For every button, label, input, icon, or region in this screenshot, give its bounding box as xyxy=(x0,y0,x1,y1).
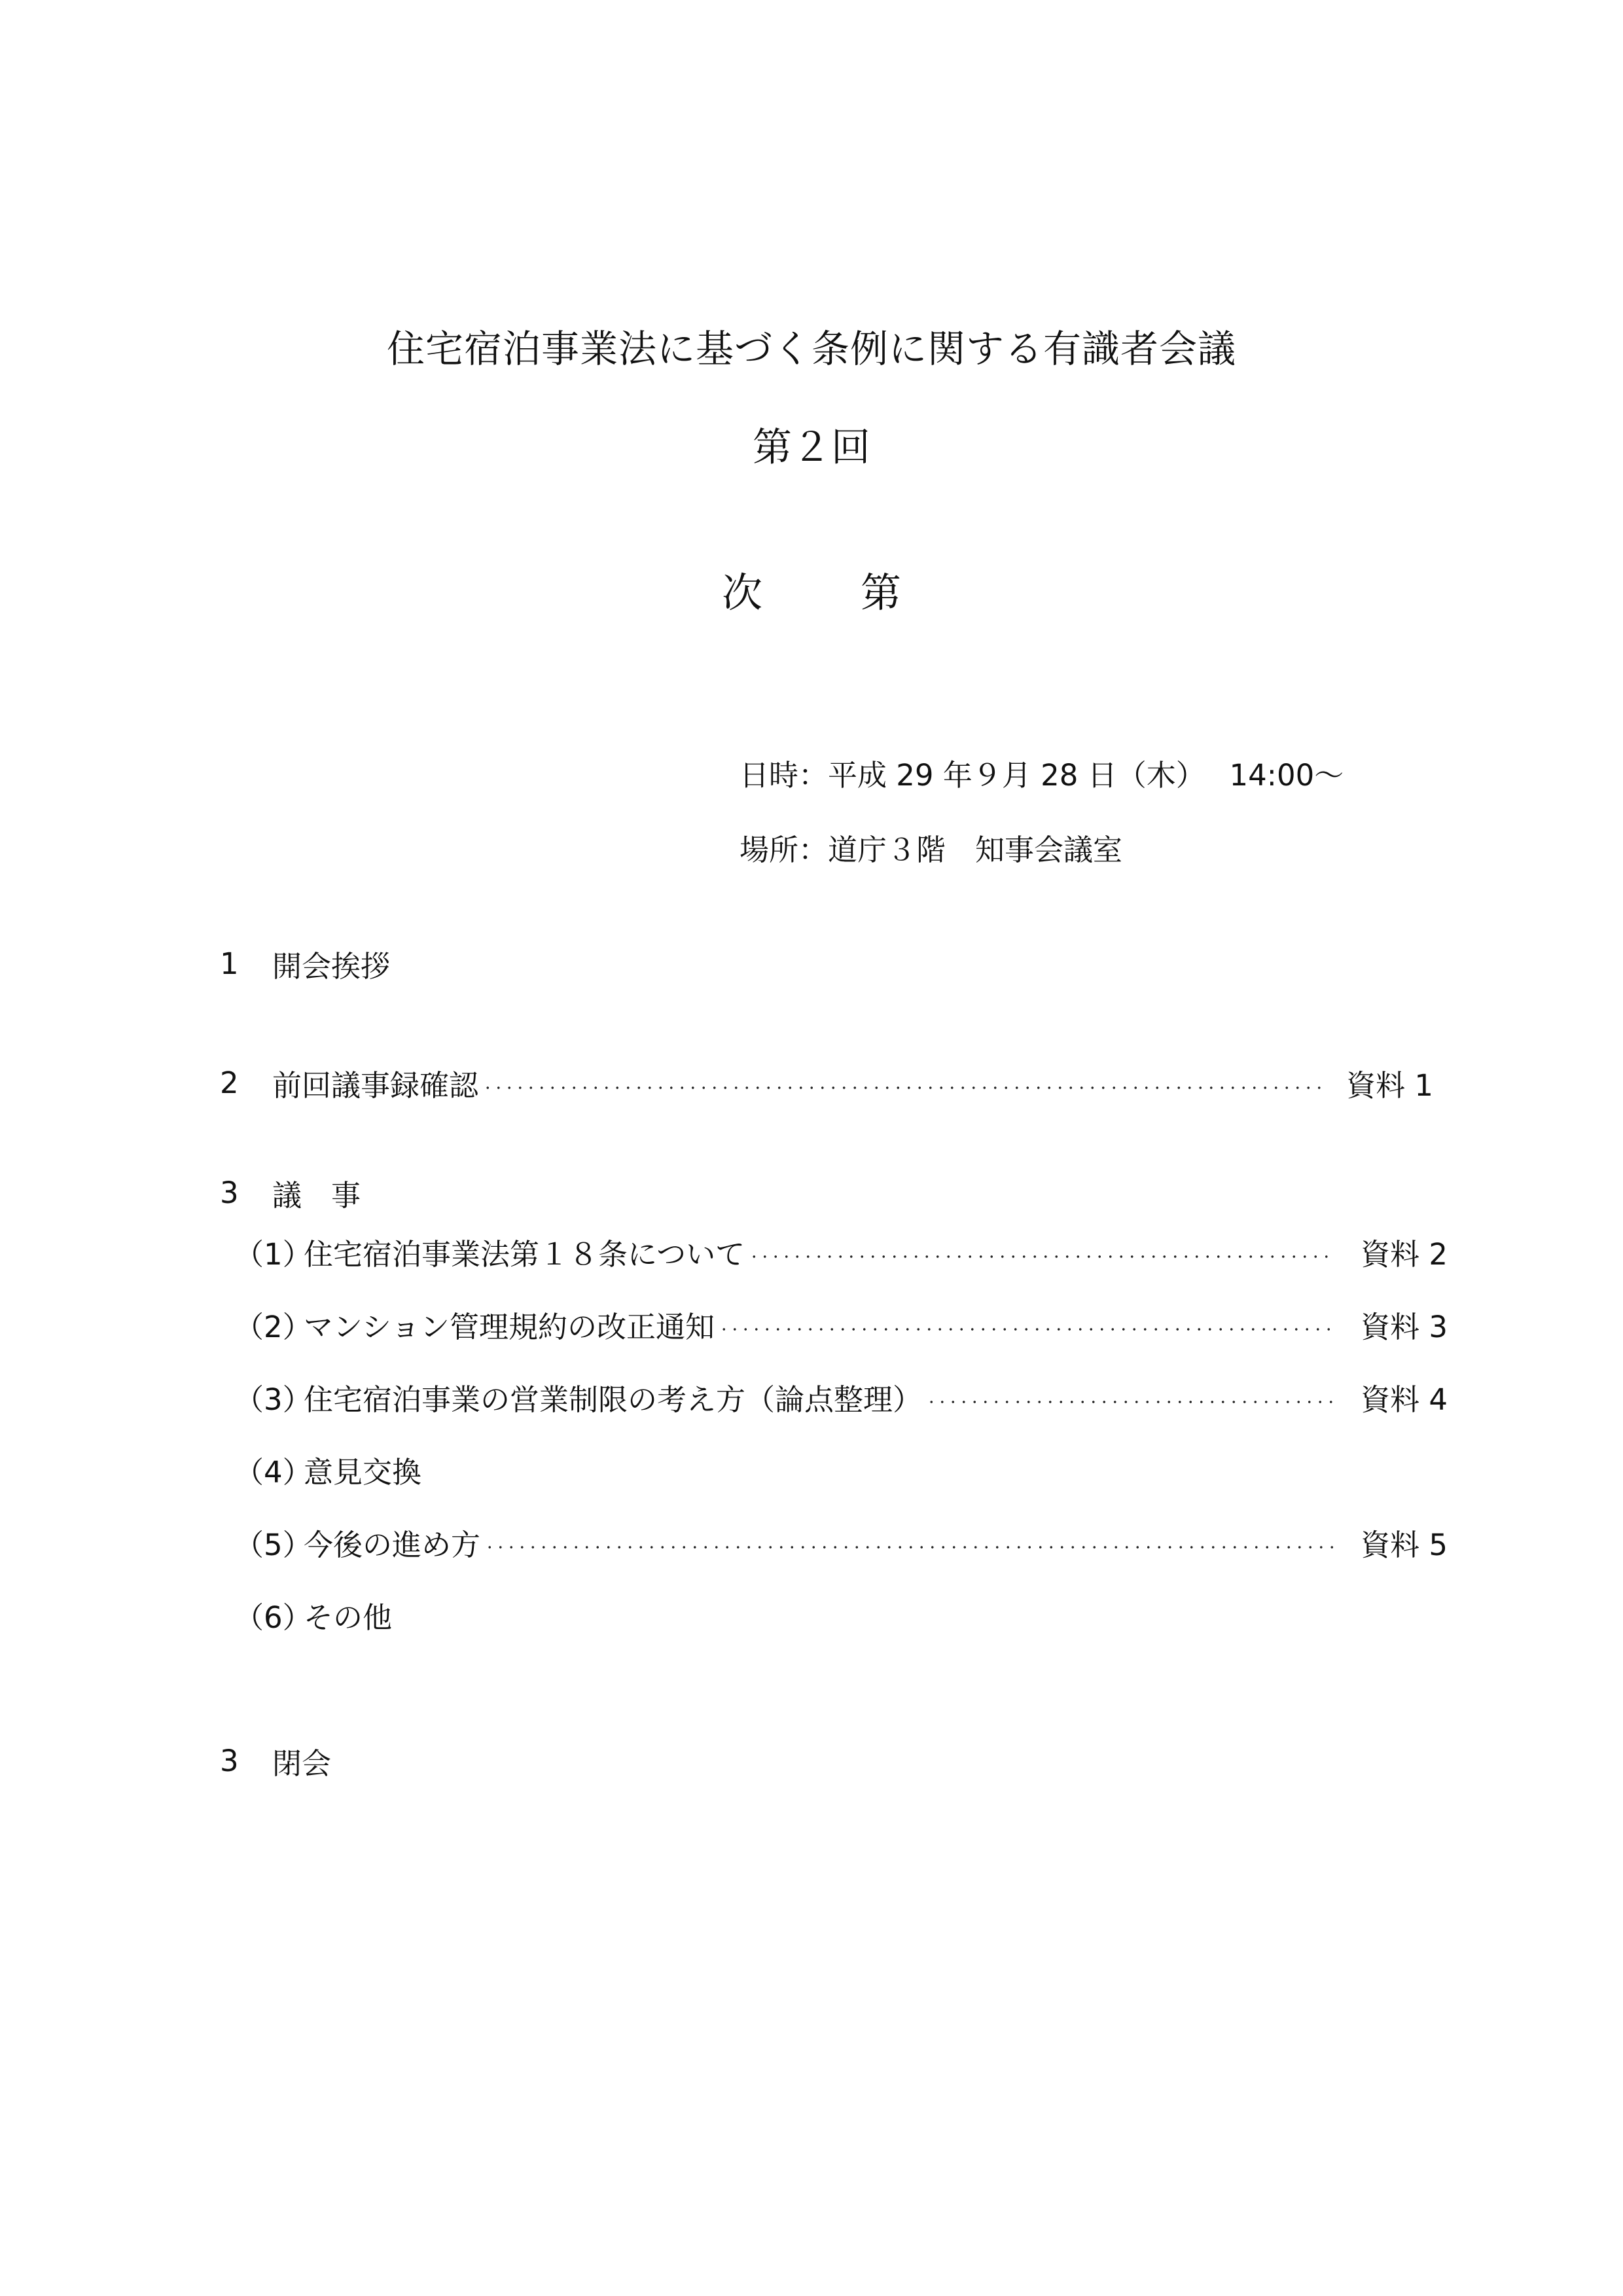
agenda-subitem-number: （2） xyxy=(234,1309,312,1344)
document-title: 住宅宿泊事業法に基づく条例に関する有識者会議 xyxy=(386,327,1236,371)
agenda-subitem xyxy=(234,1519,1448,1565)
agenda-subitem-label: その他 xyxy=(304,1600,393,1635)
agenda-subitem-number: （1） xyxy=(234,1236,312,1272)
agenda-item-label: 議 事 xyxy=(272,1177,361,1213)
meeting-round: 第２回 xyxy=(753,425,870,471)
agenda-subitem-number: （6） xyxy=(234,1600,312,1635)
agenda-item-closing xyxy=(220,1738,1433,1784)
agenda-item xyxy=(220,1170,1433,1215)
agenda-item-number: 3 xyxy=(220,1175,239,1210)
agenda-item-number: 1 xyxy=(220,946,239,981)
agenda-heading-char-1: 次 xyxy=(721,569,762,617)
agenda-subitem-number: （3） xyxy=(234,1382,312,1417)
agenda-item-label: 開会挨拶 xyxy=(272,948,391,984)
agenda-item-number: 3 xyxy=(220,1743,239,1778)
agenda-subitem xyxy=(234,1229,1448,1274)
material-reference: 資料 1 xyxy=(1346,1067,1433,1103)
agenda-subitem-label: 住宅宿泊事業の営業制限の考え方（論点整理） xyxy=(304,1382,923,1417)
agenda-subitem xyxy=(234,1592,1448,1638)
agenda-item xyxy=(220,941,1433,986)
dot-leader xyxy=(926,1401,1336,1403)
agenda-subitem-number: （4） xyxy=(234,1454,312,1490)
agenda-item xyxy=(220,1060,1433,1105)
material-reference: 資料 5 xyxy=(1361,1527,1448,1562)
agenda-item-number: 2 xyxy=(220,1065,239,1100)
agenda-subitem-label: マンション管理規約の改正通知 xyxy=(304,1309,715,1344)
agenda-subitem xyxy=(234,1301,1448,1347)
meeting-place: 場所：道庁３階 知事会議室 xyxy=(740,833,1123,867)
agenda-item-label: 閉会 xyxy=(272,1746,332,1781)
material-reference: 資料 4 xyxy=(1361,1382,1448,1417)
meeting-datetime: 日時：平成 29 年９月 28 日（木） 14:00～ xyxy=(740,758,1344,793)
dot-leader xyxy=(484,1546,1336,1549)
material-reference: 資料 2 xyxy=(1361,1236,1448,1272)
material-reference: 資料 3 xyxy=(1361,1309,1448,1344)
dot-leader xyxy=(482,1086,1321,1089)
agenda-subitem xyxy=(234,1446,1448,1492)
dot-leader xyxy=(749,1255,1336,1258)
agenda-subitem-number: （5） xyxy=(234,1527,312,1562)
agenda-subitem xyxy=(234,1374,1448,1420)
agenda-subitem-label: 住宅宿泊事業法第１８条について xyxy=(304,1236,745,1272)
agenda-subitem-label: 意見交換 xyxy=(304,1454,422,1490)
agenda-heading-char-2: 第 xyxy=(861,569,902,617)
dot-leader xyxy=(719,1328,1336,1331)
agenda-subitem-label: 今後の進め方 xyxy=(304,1527,481,1562)
agenda-item-label: 前回議事録確認 xyxy=(272,1067,479,1103)
agenda-heading xyxy=(0,560,1623,619)
